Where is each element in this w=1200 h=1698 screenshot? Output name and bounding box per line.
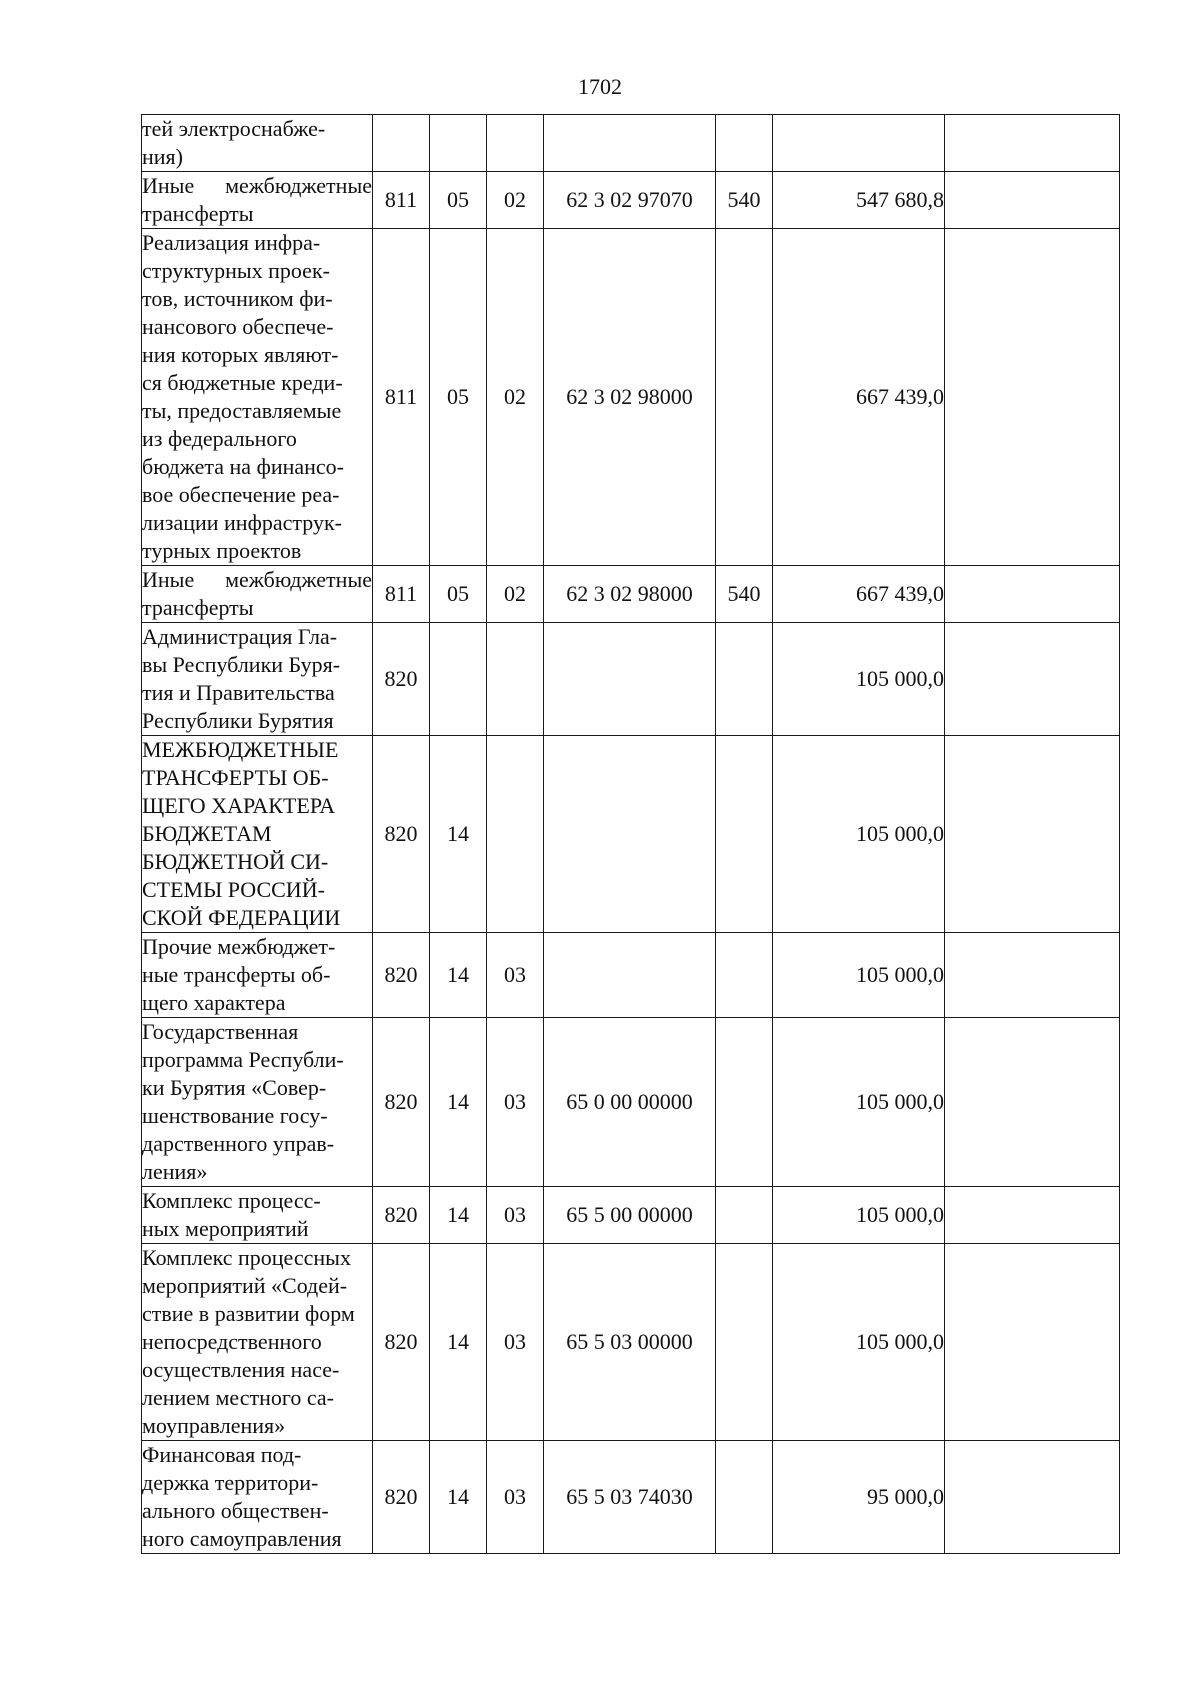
amount-cell: 105 000,0 xyxy=(773,1244,945,1441)
extra-amount-cell xyxy=(945,623,1120,736)
extra-amount-cell xyxy=(945,933,1120,1018)
table-row xyxy=(142,1187,1120,1244)
extra-amount-cell xyxy=(945,115,1120,172)
target-article-cell: 65 5 03 74030 xyxy=(544,1441,716,1554)
expense-name-cell: Комплекс процесс- ных мероприятий xyxy=(142,1187,373,1244)
expense-type-cell xyxy=(716,623,773,736)
target-article-cell xyxy=(544,623,716,736)
amount-cell: 547 680,8 xyxy=(773,172,945,229)
expense-type-cell xyxy=(716,1441,773,1554)
subsection-code-cell xyxy=(487,115,544,172)
amount-cell: 105 000,0 xyxy=(773,933,945,1018)
section-code-cell: 05 xyxy=(430,172,487,229)
expense-name-cell: Реализация инфра- структурных проек- тов, источником фи- нансового обеспече- ния которых являют- ся бюджетные креди- ты, предоставляемые из федерального бюджета на финансо- вое обеспечение реа- лизации инфраструк- турных проектов xyxy=(142,229,373,566)
extra-amount-cell xyxy=(945,172,1120,229)
ministry-code-cell: 820 xyxy=(373,1441,430,1554)
subsection-code-cell xyxy=(487,623,544,736)
section-code-cell: 14 xyxy=(430,1441,487,1554)
table-row xyxy=(142,1018,1120,1187)
table-row xyxy=(142,736,1120,933)
amount-cell: 105 000,0 xyxy=(773,623,945,736)
section-code-cell xyxy=(430,115,487,172)
amount-cell: 667 439,0 xyxy=(773,229,945,566)
expense-type-cell: 540 xyxy=(716,172,773,229)
subsection-code-cell: 03 xyxy=(487,1441,544,1554)
ministry-code-cell: 811 xyxy=(373,172,430,229)
expense-name-cell: Иные межбюджетные трансферты xyxy=(142,172,373,229)
budget-table xyxy=(141,114,1120,1554)
amount-cell: 105 000,0 xyxy=(773,1018,945,1187)
expense-type-cell xyxy=(716,115,773,172)
section-code-cell: 05 xyxy=(430,566,487,623)
ministry-code-cell: 820 xyxy=(373,1187,430,1244)
ministry-code-cell: 811 xyxy=(373,566,430,623)
amount-cell: 95 000,0 xyxy=(773,1441,945,1554)
section-code-cell: 14 xyxy=(430,933,487,1018)
subsection-code-cell: 02 xyxy=(487,172,544,229)
expense-name-cell: тей электроснабже- ния) xyxy=(142,115,373,172)
target-article-cell xyxy=(544,736,716,933)
subsection-code-cell: 03 xyxy=(487,1018,544,1187)
expense-name-cell: Финансовая под- держка территори- ального обществен- ного самоуправления xyxy=(142,1441,373,1554)
expense-type-cell xyxy=(716,736,773,933)
subsection-code-cell: 02 xyxy=(487,566,544,623)
section-code-cell: 14 xyxy=(430,1244,487,1441)
amount-cell: 105 000,0 xyxy=(773,736,945,933)
ministry-code-cell: 820 xyxy=(373,623,430,736)
expense-name-cell: Комплекс процессных мероприятий «Содей- ствие в развитии форм непосредственного осуществления насе- лением местного са- моуправления» xyxy=(142,1244,373,1441)
expense-name-cell: Администрация Гла- вы Республики Буря- тия и Правительства Республики Бурятия xyxy=(142,623,373,736)
ministry-code-cell: 820 xyxy=(373,1018,430,1187)
extra-amount-cell xyxy=(945,566,1120,623)
subsection-code-cell: 03 xyxy=(487,1244,544,1441)
table-row xyxy=(142,623,1120,736)
table-row xyxy=(142,229,1120,566)
target-article-cell: 62 3 02 98000 xyxy=(544,566,716,623)
amount-cell: 667 439,0 xyxy=(773,566,945,623)
expense-type-cell xyxy=(716,1244,773,1441)
table-row xyxy=(142,115,1120,172)
subsection-code-cell xyxy=(487,736,544,933)
table-row xyxy=(142,1244,1120,1441)
section-code-cell xyxy=(430,623,487,736)
expense-name-cell: Государственная программа Республи- ки Бурятия «Совер- шенствование госу- дарственного управ- ления» xyxy=(142,1018,373,1187)
section-code-cell: 14 xyxy=(430,736,487,933)
ministry-code-cell: 811 xyxy=(373,229,430,566)
subsection-code-cell: 03 xyxy=(487,933,544,1018)
target-article-cell: 65 0 00 00000 xyxy=(544,1018,716,1187)
amount-cell: 105 000,0 xyxy=(773,1187,945,1244)
section-code-cell: 14 xyxy=(430,1187,487,1244)
ministry-code-cell xyxy=(373,115,430,172)
target-article-cell xyxy=(544,115,716,172)
expense-name-cell: Прочие межбюджет- ные трансферты об- щего характера xyxy=(142,933,373,1018)
expense-type-cell: 540 xyxy=(716,566,773,623)
extra-amount-cell xyxy=(945,229,1120,566)
ministry-code-cell: 820 xyxy=(373,736,430,933)
extra-amount-cell xyxy=(945,736,1120,933)
subsection-code-cell: 03 xyxy=(487,1187,544,1244)
target-article-cell: 62 3 02 97070 xyxy=(544,172,716,229)
target-article-cell: 65 5 03 00000 xyxy=(544,1244,716,1441)
extra-amount-cell xyxy=(945,1187,1120,1244)
extra-amount-cell xyxy=(945,1244,1120,1441)
target-article-cell: 65 5 00 00000 xyxy=(544,1187,716,1244)
target-article-cell xyxy=(544,933,716,1018)
expense-type-cell xyxy=(716,1187,773,1244)
table-row xyxy=(142,933,1120,1018)
extra-amount-cell xyxy=(945,1018,1120,1187)
extra-amount-cell xyxy=(945,1441,1120,1554)
subsection-code-cell: 02 xyxy=(487,229,544,566)
section-code-cell: 05 xyxy=(430,229,487,566)
section-code-cell: 14 xyxy=(430,1018,487,1187)
table-row xyxy=(142,1441,1120,1554)
table-row xyxy=(142,566,1120,623)
ministry-code-cell: 820 xyxy=(373,1244,430,1441)
expense-name-cell: Иные межбюджетные трансферты xyxy=(142,566,373,623)
ministry-code-cell: 820 xyxy=(373,933,430,1018)
table-row xyxy=(142,172,1120,229)
target-article-cell: 62 3 02 98000 xyxy=(544,229,716,566)
amount-cell xyxy=(773,115,945,172)
expense-type-cell xyxy=(716,933,773,1018)
expense-name-cell: МЕЖБЮДЖЕТНЫЕ ТРАНСФЕРТЫ ОБ- ЩЕГО ХАРАКТЕРА БЮДЖЕТАМ БЮДЖЕТНОЙ СИ- СТЕМЫ РОССИЙ- СКОЙ ФЕДЕРАЦИИ xyxy=(142,736,373,933)
page-number: 1702 xyxy=(578,74,622,99)
expense-type-cell xyxy=(716,1018,773,1187)
budget-table-body xyxy=(142,115,1120,1554)
expense-type-cell xyxy=(716,229,773,566)
